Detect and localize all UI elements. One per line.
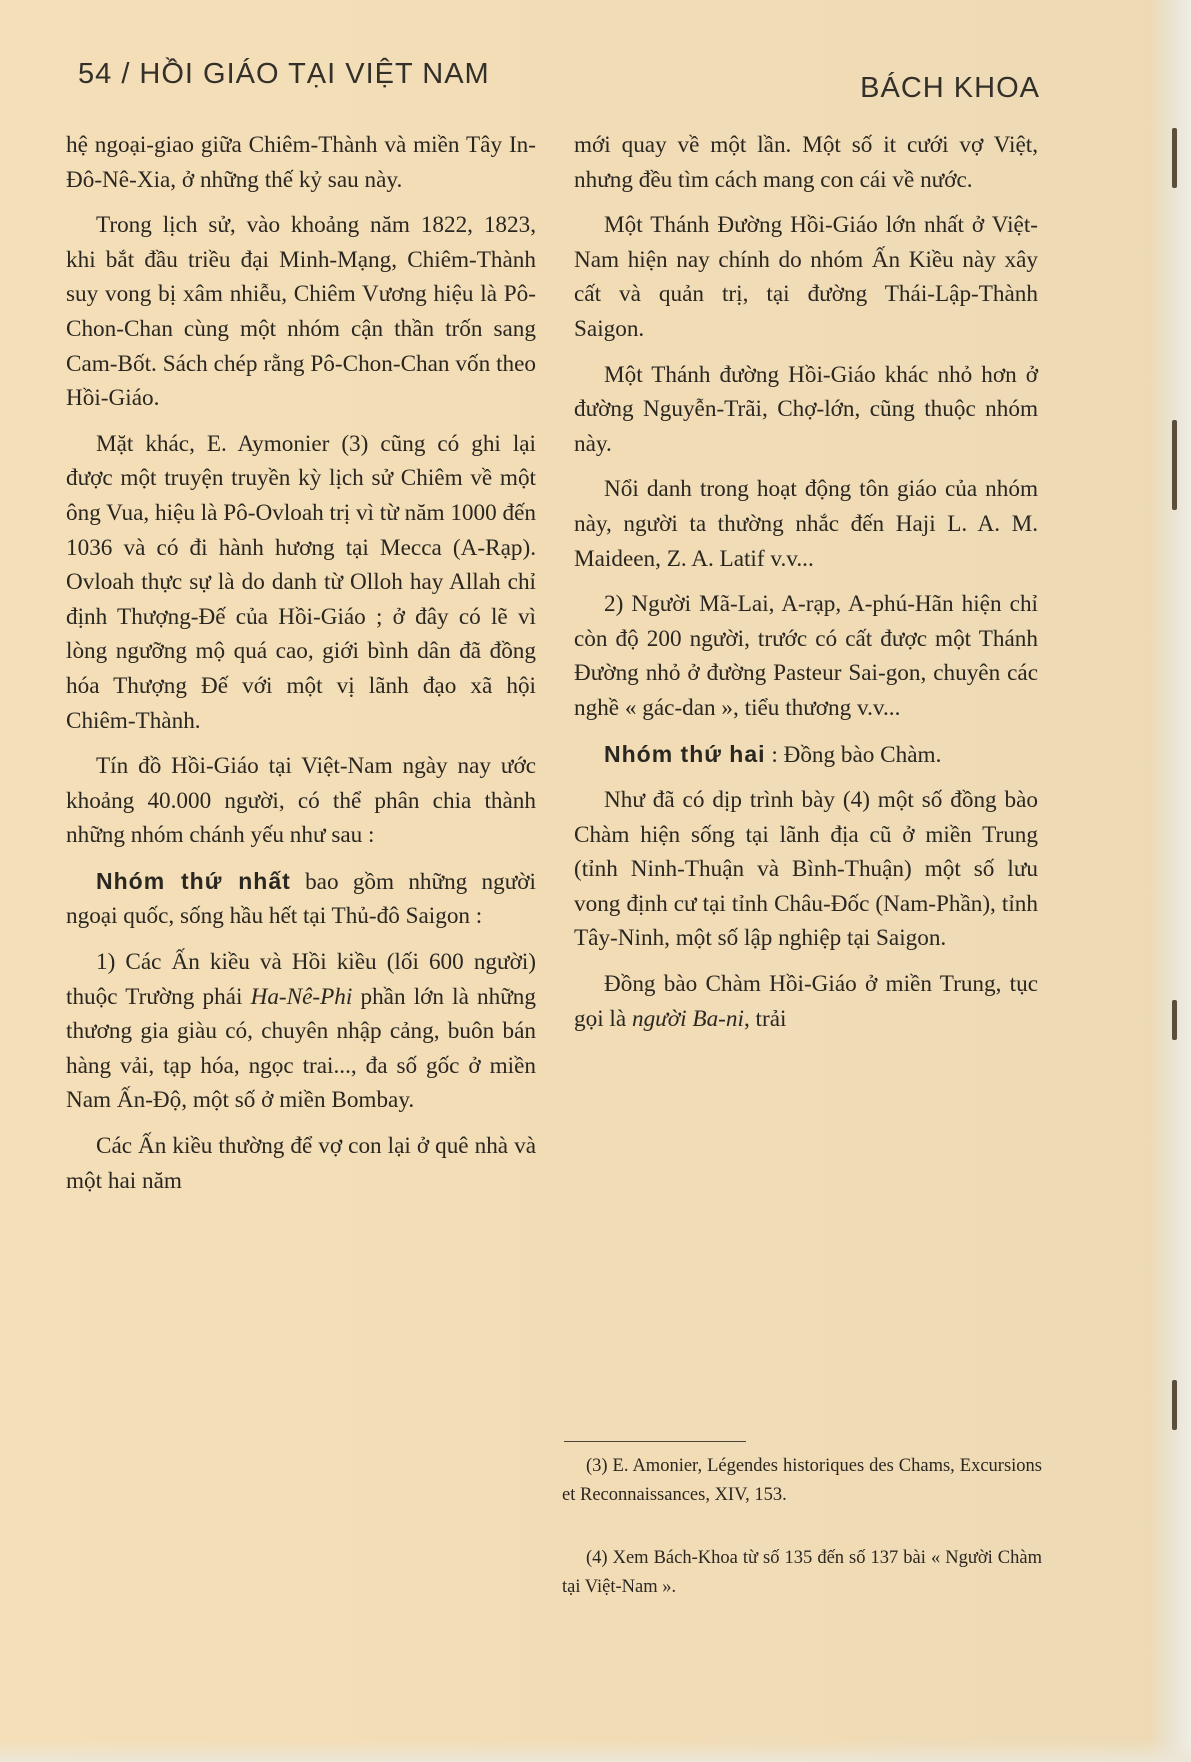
- footnote-rule: [564, 1441, 746, 1442]
- paragraph: mới quay về một lần. Một số it cưới vợ Việt, nhưng đều tìm cách mang con cái về nước.: [574, 132, 1038, 193]
- paragraph: Mặt khác, E. Aymonier (3) cũng có ghi lại được một truyện truyền kỳ lịch sử Chiêm về một ông Vua, hiệu là Pô-Ovloah trị vì từ năm 1000 đến 1036 và có đi hành hương tại Mecca (A-Rạp). Ovloah thực sự là do danh từ Olloh hay Allah chỉ định Thượng-Đế của Hồi-Giáo ; ở đây có lẽ vì lòng ngưỡng mộ quá cao, giới bình dân đã đồng hóa Thượng Đế với một vị lãnh đạo xã hội Chiêm-Thành.: [66, 430, 536, 734]
- footnote-text: (3) E. Amonier, Légendes historiques des Chams, Excursions et Reconnaissances, XIV, 153.: [562, 1456, 1042, 1505]
- paragraph: Trong lịch sử, vào khoảng năm 1822, 1823, khi bắt đầu triều đại Minh-Mạng, Chiêm-Thành suy vong bị xâm nhiễu, Chiêm Vương hiệu là Pô-Chon-Chan cùng một nhóm cận thần trốn sang Cam-Bốt. Sách chép rằng Pô-Chon-Chan vốn theo Hồi-Giáo.: [66, 212, 536, 412]
- paragraph-text: : Đồng bào Chàm.: [765, 741, 942, 768]
- paragraph-text: Đồng bào Chàm Hồi-Giáo ở miền Trung, tục gọi là: [574, 971, 1038, 1032]
- paragraph: Nổi danh trong hoạt động tôn giáo của nhóm này, người ta thường nhắc đến Haji L. A. M. Maideen, Z. A. Latif v.v...: [574, 476, 1038, 572]
- footnote-text: (4) Xem Bách-Khoa từ số 135 đến số 137 bài « Người Chàm tại Việt-Nam ».: [562, 1548, 1042, 1597]
- footnote-3: [562, 1452, 1042, 1510]
- edge-mark: [1172, 1000, 1177, 1040]
- paragraph: Như đã có dịp trình bày (4) một số đồng bào Chàm hiện sống tại lãnh địa cũ ở miền Trung (tỉnh Ninh-Thuận và Bình-Thuận) một số lưu vong định cư tại tỉnh Châu-Đốc (Nam-Phần), tỉnh Tây-Ninh, một số lập nghiệp tại Saigon.: [574, 787, 1038, 952]
- paragraph: [66, 864, 536, 934]
- right-column: [574, 128, 1038, 1047]
- paragraph: Một Thánh Đường Hồi-Giáo lớn nhất ở Việt-Nam hiện nay chính do nhóm Ấn Kiều này xây cất và quản trị, tại đường Thái-Lập-Thành Saigon.: [574, 212, 1038, 342]
- paragraph: Tín đồ Hồi-Giáo tại Việt-Nam ngày nay ước khoảng 40.000 người, có thể phân chia thành những nhóm chánh yếu như sau :: [66, 753, 536, 849]
- left-column: [66, 128, 536, 1209]
- paragraph-text: , trải: [743, 1005, 787, 1032]
- running-title: 54 / HỒI GIÁO TẠI VIỆT NAM: [78, 58, 490, 90]
- paragraph: hệ ngoại-giao giữa Chiêm-Thành và miền Tây In-Đô-Nê-Xia, ở những thế kỷ sau này.: [66, 132, 536, 193]
- paragraph: [574, 967, 1038, 1036]
- paragraph-text: 1) Các Ấn kiều và Hồi kiều (lối 600 người) thuộc Trường phái: [66, 949, 536, 1010]
- edge-mark: [1172, 128, 1177, 188]
- paragraph: 2) Người Mã-Lai, A-rạp, A-phú-Hãn hiện chỉ còn độ 200 người, trước có cất được một Thánh Đường nhỏ ở đường Pasteur Sai-gon, chuyên các nghề « gác-dan », tiểu thương v.v...: [574, 591, 1038, 721]
- edge-mark: [1172, 420, 1177, 510]
- paragraph: Các Ấn kiều thường để vợ con lại ở quê nhà và một hai năm: [66, 1133, 536, 1194]
- magazine-name: BÁCH KHOA: [860, 72, 1040, 104]
- paragraph: [574, 737, 1038, 773]
- section-lead: Nhóm thứ hai: [604, 740, 766, 767]
- paragraph-text: phần lớn là những thương gia giàu có, chuyên nhập cảng, buôn bán hàng vải, tạp hóa, ngọc trai..., đa số gốc ở miền Nam Ấn-Độ, một số ở miền Bombay.: [66, 983, 536, 1114]
- page-edge: [0, 1740, 1191, 1762]
- paragraph: [66, 945, 536, 1118]
- paragraph-text: bao gồm những người ngoại quốc, sống hầu hết tại Thủ-đô Saigon :: [66, 868, 536, 930]
- italic-term: người Ba-ni: [631, 1005, 744, 1032]
- paragraph: Một Thánh đường Hồi-Giáo khác nhỏ hơn ở đường Nguyễn-Trãi, Chợ-lớn, cũng thuộc nhóm này.: [574, 361, 1038, 457]
- edge-mark: [1172, 1380, 1177, 1430]
- footnote-4: [562, 1544, 1042, 1602]
- section-lead: Nhóm thứ nhất: [96, 867, 291, 894]
- page-header: [78, 50, 1040, 104]
- page-edge: [1149, 0, 1191, 1762]
- italic-term: Ha-Nê-Phi: [250, 983, 353, 1010]
